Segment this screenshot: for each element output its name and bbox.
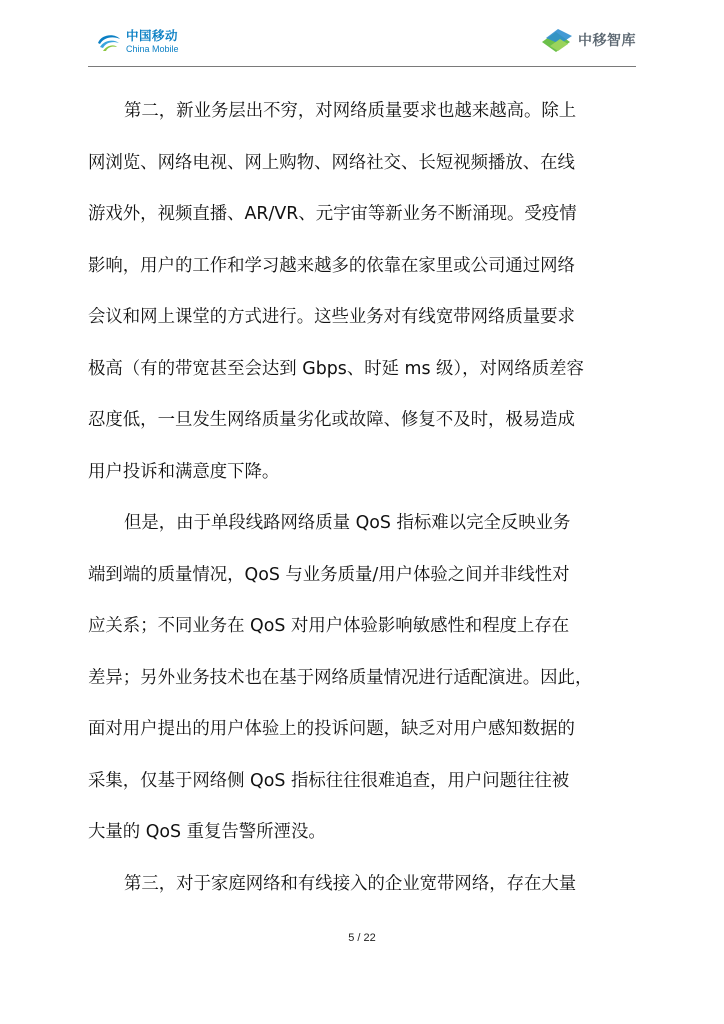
china-mobile-logo-cn: 中国移动 bbox=[126, 28, 179, 43]
page-header bbox=[88, 22, 636, 66]
text-line: 第二，新业务层出不穷，对网络质量要求也越来越高。除上 bbox=[124, 101, 577, 121]
paragraph bbox=[88, 86, 636, 498]
header-divider bbox=[88, 66, 636, 67]
body-text bbox=[88, 86, 636, 910]
text-line: 影响，用户的工作和学习越来越多的依靠在家里或公司通过网络 bbox=[88, 255, 575, 276]
text-line: 面对用户提出的用户体验上的投诉问题，缺乏对用户感知数据的 bbox=[88, 719, 575, 739]
page-number: 5 / 22 bbox=[348, 932, 376, 944]
text-line: 应关系；不同业务在 QoS 对用户体验影响敏感性和程度上存在 bbox=[88, 616, 570, 636]
text-line: 游戏外，视频直播、AR/VR、元宇宙等新业务不断涌现。受疫情 bbox=[88, 204, 577, 224]
paragraph bbox=[88, 859, 636, 911]
text-line: 用户投诉和满意度下降。 bbox=[88, 461, 280, 482]
text-line: 网浏览、网络电视、网上购物、网络社交、长短视频播放、在线 bbox=[88, 152, 575, 173]
zhongyi-zhiku-logo-text: 中移智库 bbox=[578, 33, 636, 49]
china-mobile-logo-en: China Mobile bbox=[126, 43, 179, 54]
china-mobile-logo-icon bbox=[95, 31, 123, 53]
text-line: 会议和网上课堂的方式进行。这些业务对有线宽带网络质量要求 bbox=[88, 307, 575, 327]
text-line: 大量的 QoS 重复告警所湮没。 bbox=[88, 822, 326, 842]
zhongyi-zhiku-logo bbox=[540, 26, 636, 54]
zhongyi-zhiku-logo-icon bbox=[540, 26, 574, 54]
paragraph bbox=[88, 498, 636, 859]
text-line: 忍度低，一旦发生网络质量劣化或故障、修复不及时，极易造成 bbox=[88, 410, 575, 430]
text-line: 端到端的质量情况，QoS 与业务质量/用户体验之间并非线性对 bbox=[88, 564, 570, 585]
text-line: 极高（有的带宽甚至会达到 Gbps、时延 ms 级），对网络质差容 bbox=[88, 358, 584, 379]
text-line: 第三，对于家庭网络和有线接入的企业宽带网络，存在大量 bbox=[124, 873, 577, 894]
text-line: 差异；另外业务技术也在基于网络质量情况进行适配演进。因此， bbox=[88, 667, 593, 688]
china-mobile-logo bbox=[95, 30, 179, 54]
text-line: 采集，仅基于网络侧 QoS 指标往往很难追查，用户问题往往被 bbox=[88, 770, 570, 791]
text-line: 但是，由于单段线路网络质量 QoS 指标难以完全反映业务 bbox=[124, 513, 571, 533]
